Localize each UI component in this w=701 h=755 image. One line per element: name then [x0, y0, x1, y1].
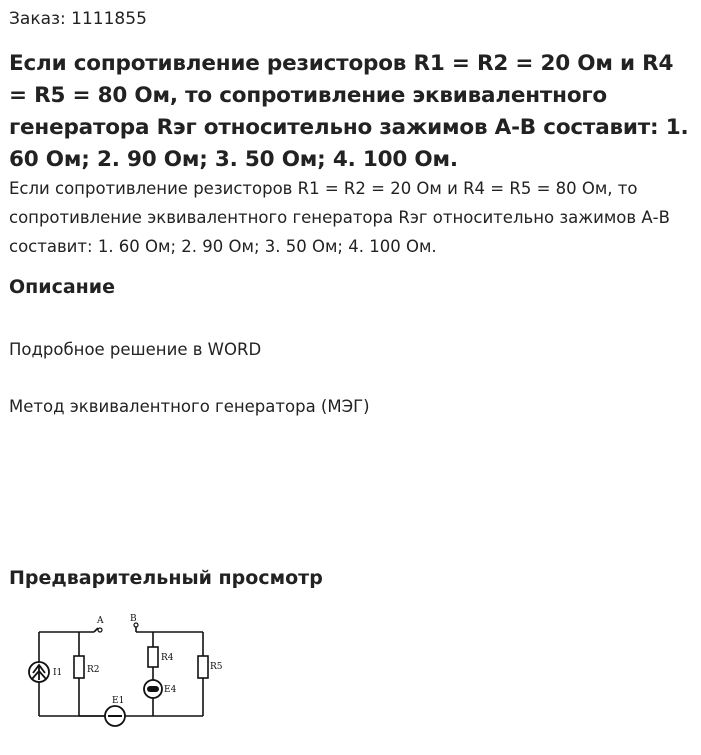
description-heading: Описание	[9, 276, 116, 298]
voltage-source-e4-icon	[144, 680, 162, 698]
circuit-diagram	[20, 612, 235, 752]
label-r5: R5	[210, 662, 223, 672]
terminal-a-icon	[98, 628, 102, 632]
preview-heading: Предварительный просмотр	[9, 567, 323, 589]
label-b: B	[130, 614, 137, 624]
resistor-r2-icon	[74, 656, 84, 678]
problem-statement: Если сопротивление резисторов R1 = R2 = 20 Ом и R4 = R5 = 80 Ом, то сопротивление эквивалентного генератора Rэг относительно зажимов А-В составит: 1. 60 Ом; 2. 90 Ом; 3. 50 Ом; 4. 100 Ом.	[9, 179, 670, 256]
label-r4: R4	[161, 653, 174, 663]
current-source-icon	[29, 662, 49, 682]
description-solution-format: Подробное решение в WORD	[9, 340, 262, 359]
preview-image[interactable]	[20, 612, 235, 752]
voltage-source-e1-icon	[105, 706, 125, 726]
description-method: Метод эквивалентного генератора (МЭГ)	[9, 397, 370, 416]
resistor-r4-icon	[148, 647, 158, 667]
page-title: Если сопротивление резисторов R1 = R2 = 20 Ом и R4 = R5 = 80 Ом, то сопротивление эквивалентного генератора Rэг относительно зажимов А-В составит: 1. 60 Ом; 2. 90 Ом; 3. 50 Ом; 4. 100 Ом.	[9, 51, 689, 172]
label-i1: I1	[53, 668, 63, 678]
label-e4: E4	[164, 685, 177, 695]
order-number: Заказ: 1111855	[9, 9, 147, 29]
label-a: A	[97, 616, 104, 626]
label-e1: E1	[112, 696, 125, 706]
label-r2: R2	[87, 665, 100, 675]
resistor-r5-icon	[198, 656, 208, 678]
